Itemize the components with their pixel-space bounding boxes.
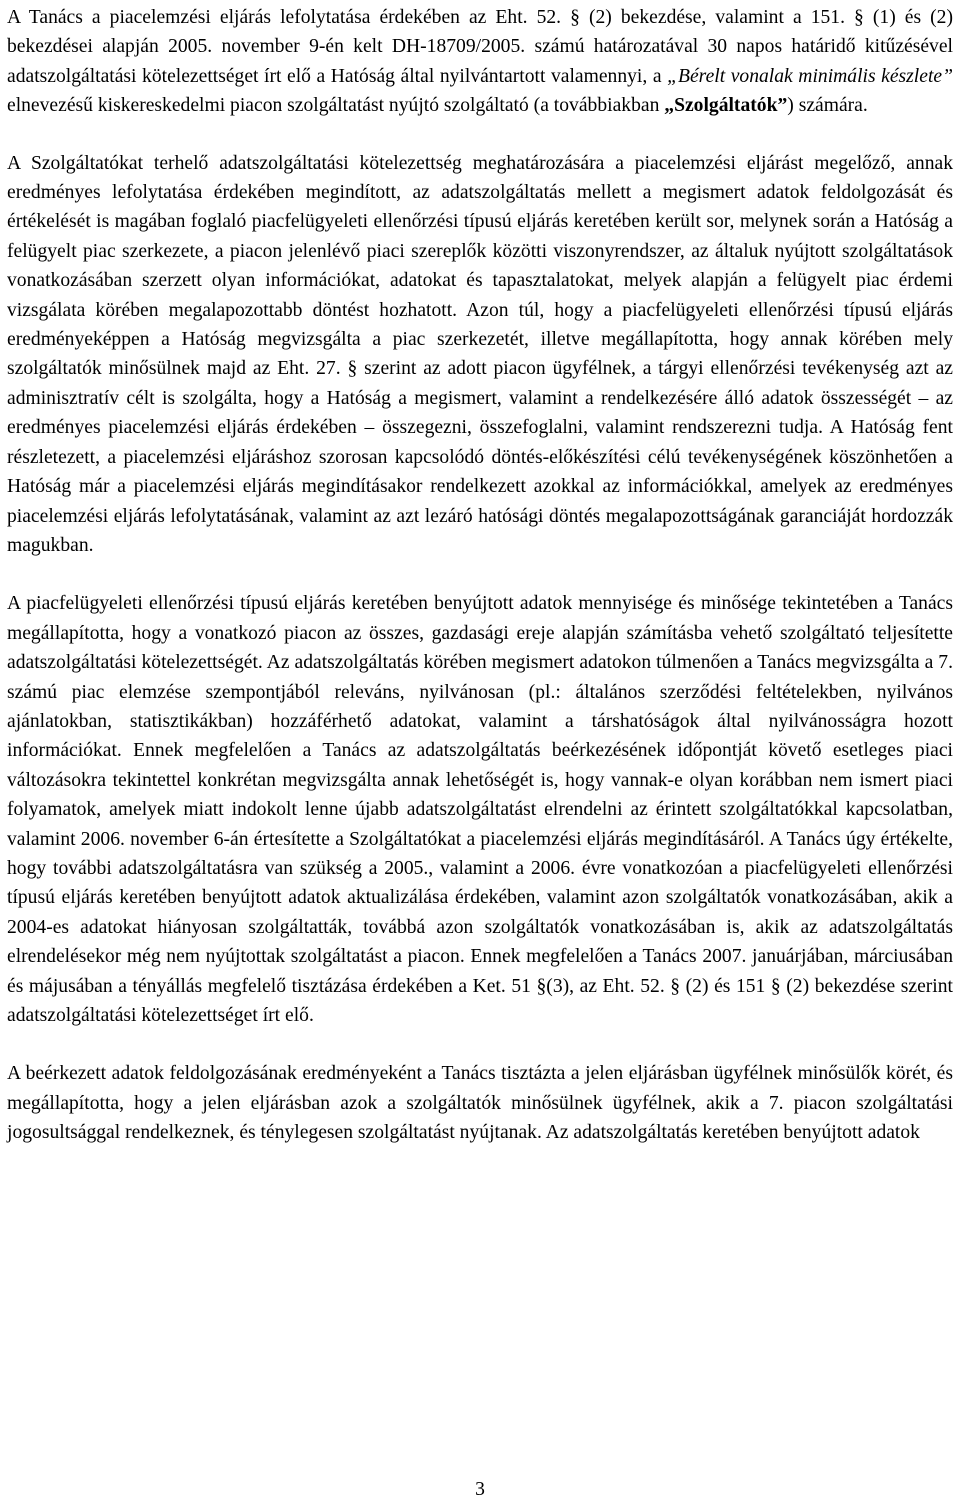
defined-term-bold: „Szolgáltatók” [664,95,788,117]
market-name-italic: „Bérelt vonalak minimális készlete” [667,65,953,87]
paragraph-4 [7,1059,953,1147]
paragraph-1-text-a: A Tanács a piacelemzési eljárás lefolytatása érdekében az Eht. 52. § (2) bekezdése, valamint a 151. § (1) és (2) bekezdései alapján 2005. november 9-én kelt DH-18709/2005. számú határozatával 30 napos határidő kitűzésével adatszolgáltatási kötelezettséget írt elő a Hatóság által nyilvántartott valamennyi, a [7,7,953,87]
paragraph-4-text: A beérkezett adatok feldolgozásának eredményeként a Tanács tisztázta a jelen eljárásban ügyfélnek minősülők körét, és megállapította, hogy a jelen eljárásban azok a szolgáltatók minősülnek ügyfélnek, akik a 7. piacon szolgáltatási jogosultsággal rendelkeznek, és ténylegesen szolgáltatást nyújtanak. Az adatszolgáltatás keretében benyújtott adatok [7,1063,953,1144]
paragraph-2-text: A Szolgáltatókat terhelő adatszolgáltatási kötelezettség meghatározására a piacelemzési eljárást megelőző, annak eredményes lefolytatása érdekében megindított, az adatszolgáltatás mellett a megismert adatok feldolgozását és értékelését is magában foglaló piacfelügyeleti ellenőrzési típusú eljárás keretében került sor, melynek során a Hatóság a felügyelt piac szerkezete, a piacon jelenlévő piaci szereplők közötti viszonyrendszer, az általuk nyújtott szolgáltatások vonatkozásában szerzett olyan információkat, adatokat és tapasztalatokat, melyek alapján a felügyelt piac érdemi vizsgálata körében megalapozottabb döntést hozhatott. Azon túl, hogy a piacfelügyeleti ellenőrzési típusú eljárás eredményeképpen a Hatóság megvizsgálta a piac szerkezetét, illetve megállapította, hogy annak körében mely szolgáltatók minősülnek majd az Eht. 27. § szerint az adott piacon ügyfélnek, a tárgyi ellenőrzési tevékenység azt az adminisztratív célt is szolgálta, hogy a Hatóság a megismert, valamint a rendelkezésére álló adatok összességét – az eredményes piacelemzési eljárás érdekében – összegezni, összefoglalni, valamint rendszerezni tudja. A Hatóság fent részletezett, a piacelemzési eljáráshoz szorosan kapcsolódó döntés-előkészítési célú tevékenységének köszönhetően a Hatóság már a piacelemzési eljárás megindításakor rendelkezett azokkal az információkkal, amelyek az eredményes piacelemzési eljárás lefolytatásának, valamint az azt lezáró hatósági döntés megalapozottságának garanciáját hordozzák magukban. [7,152,953,556]
paragraph-1 [7,3,953,121]
paragraph-1-text-c: ) számára. [787,95,868,117]
paragraph-3-text: A piacfelügyeleti ellenőrzési típusú eljárás keretében benyújtott adatok mennyisége és minősége tekintetében a Tanács megállapította, hogy a vonatkozó piacon az összes, gazdasági ereje alapján számításba vehető szolgáltató teljesítette adatszolgáltatási kötelezettségét. Az adatszolgáltatás körében megismert adatokon túlmenően a Tanács megvizsgálta a 7. számú piac elemzése szempontjából releváns, nyilvánosan (pl.: általános szerződési feltételekben, nyilvános ajánlatokban, statisztikákban) hozzáférhető adatokat, valamint a társhatóságok által nyilvánosságra hozott információkat. Ennek megfelelően a Tanács az adatszolgáltatás beérkezésének időpontját követő esetleges piaci változásokra tekintettel konkrétan megvizsgálta annak lehetőségét is, hogy vannak-e olyan korábban nem ismert piaci folyamatok, amelyek miatt indokolt lenne újabb adatszolgáltatást elrendelni az érintett szolgáltatókkal kapcsolatban, valamint 2006. november 6-án értesítette a Szolgáltatókat a piacelemzési eljárás megindításáról. A Tanács úgy értékelte, hogy további adatszolgáltatásra van szükség a 2005., valamint a 2006. évre vonatkozóan a piacfelügyeleti ellenőrzési típusú eljárás keretében benyújtott adatok aktualizálása érdekében, valamint azon szolgáltatók vonatkozásában, akik a 2004-es adatokat hiányosan szolgáltatták, továbbá azon szolgáltatók vonatkozásában is, akik az adatszolgáltatás elrendelésekor még nem nyújtottak szolgáltatást a piacon. Ennek megfelelően a Tanács 2007. januárjában, márciusában és májusában a tényállás megfelelő tisztázása érdekében a Ket. 51 §(3), az Eht. 52. § (2) és 151 § (2) bekezdése szerint adatszolgáltatási kötelezettséget írt elő. [7,593,953,1026]
document-page [7,0,953,1148]
page-number: 3 [475,1479,485,1500]
paragraph-1-text-b: elnevezésű kiskereskedelmi piacon szolgáltatást nyújtó szolgáltató (a továbbiakban [7,95,665,117]
paragraph-2 [7,149,953,561]
paragraph-3 [7,589,953,1030]
